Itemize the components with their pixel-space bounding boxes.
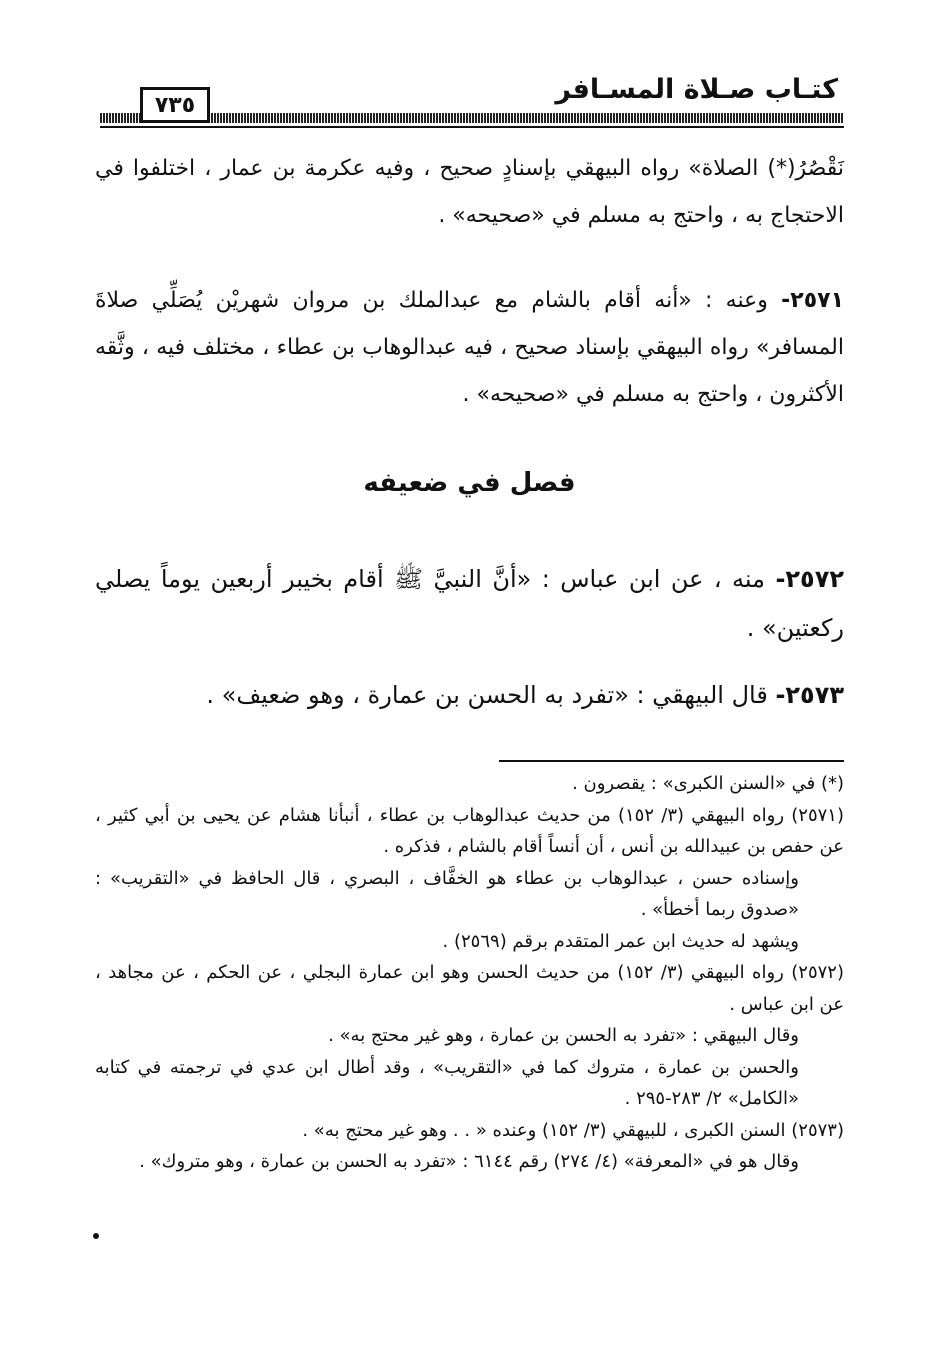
hadith-number: ٢٥٧١- bbox=[781, 288, 844, 313]
footnote-text: رواه البيهقي (٣/ ١٥٢) من حديث الحسن وهو ابن عمارة البجلي ، عن الحكم ، عن مجاهد ، عن ابن عباس . bbox=[95, 962, 844, 1015]
section-heading: فصل في ضعيفه bbox=[363, 468, 576, 498]
footnote-label: (*) bbox=[820, 773, 844, 794]
hadith-2571 bbox=[95, 277, 844, 418]
header-rule bbox=[100, 113, 844, 123]
footnote-2572 bbox=[95, 957, 844, 1020]
paragraph-text: نَقْصُرُ(*) الصلاة» رواه البيهقي بإسنادٍ صحيح ، وفيه عكرمة بن عمار ، اختلفوا في الاحتجاج به ، واحتج به مسلم في «صحيحه» . bbox=[95, 156, 844, 228]
footnotes bbox=[95, 768, 844, 1178]
footnote-label: (٢٥٧٣) bbox=[791, 1119, 844, 1141]
header-rule-thin bbox=[100, 126, 844, 128]
footnote-label: (٢٥٧٢) bbox=[791, 962, 844, 983]
margin-dot bbox=[93, 1233, 99, 1239]
footnote-text: ويشهد له حديث ابن عمر المتقدم برقم (٢٥٦٩) . bbox=[442, 930, 799, 952]
hadith-2572 bbox=[95, 555, 844, 653]
hadith-number: ٢٥٧٢- bbox=[775, 565, 844, 593]
footnote-text: والحسن بن عمارة ، متروك كما في «التقريب» ، وقد أطال ابن عدي في ترجمته في كتابه «الكامل» ٢/ ٢٨٣-٢٩٥ . bbox=[95, 1056, 799, 1109]
footnote-text: وقال هو في «المعرفة» (٤/ ٢٧٤) رقم ٦١٤٤ : «تفرد به الحسن بن عمارة ، وهو متروك» . bbox=[139, 1151, 799, 1172]
running-title: كتـاب صـلاة المسـافر bbox=[555, 74, 838, 105]
footnote-2571 bbox=[95, 800, 844, 863]
footnote-text: وإسناده حسن ، عبدالوهاب بن عطاء هو الخفَّاف ، البصري ، قال الحافظ في «التقريب» : «صدوق ربما أخطأ» . bbox=[95, 867, 799, 920]
hadith-text: قال البيهقي : «تفرد به الحسن بن عمارة ، وهو ضعيف» . bbox=[206, 681, 768, 709]
footnote-label: (٢٥٧١) bbox=[791, 804, 844, 826]
footnote-2573 bbox=[95, 1115, 844, 1147]
footnote-text: وقال البيهقي : «تفرد به الحسن بن عمارة ، وهو غير محتج به» . bbox=[328, 1025, 799, 1046]
paragraph-continuation bbox=[95, 145, 844, 239]
hadith-text: منه ، عن ابن عباس : «أنَّ النبيَّ ﷺ أقام بخيبر أربعين يوماً يصلي ركعتين» . bbox=[95, 565, 844, 642]
footnote-text: في «السنن الكبرى» : يقصرون . bbox=[572, 773, 816, 794]
hadith-text: وعنه : «أنه أقام بالشام مع عبدالملك بن مروان شهريْن يُصَلِّي صلاةَ المسافر» رواه البيهقي بإسناد صحيح ، فيه عبدالوهاب بن عطاء ، مختلف فيه ، وثَّقه الأكثرون ، واحتج به مسلم في «صحيحه» . bbox=[95, 288, 844, 407]
footnote-text: السنن الكبرى ، للبيهقي (٣/ ١٥٢) وعنده « . . وهو غير محتج به» . bbox=[302, 1119, 786, 1141]
footnote-star bbox=[95, 768, 844, 800]
hadith-number: ٢٥٧٣- bbox=[775, 681, 844, 709]
footnote-separator bbox=[499, 760, 844, 762]
footnote-text: رواه البيهقي (٣/ ١٥٢) من حديث عبدالوهاب بن عطاء ، أنبأنا هشام عن يحيى بن أبي كثير ، عن حفص بن عبيدالله بن أنس ، أن أنساً أقام بالشام ، فذكره . bbox=[95, 804, 844, 857]
hadith-2573 bbox=[95, 672, 844, 719]
page-number: ٧٣٥ bbox=[140, 87, 210, 123]
